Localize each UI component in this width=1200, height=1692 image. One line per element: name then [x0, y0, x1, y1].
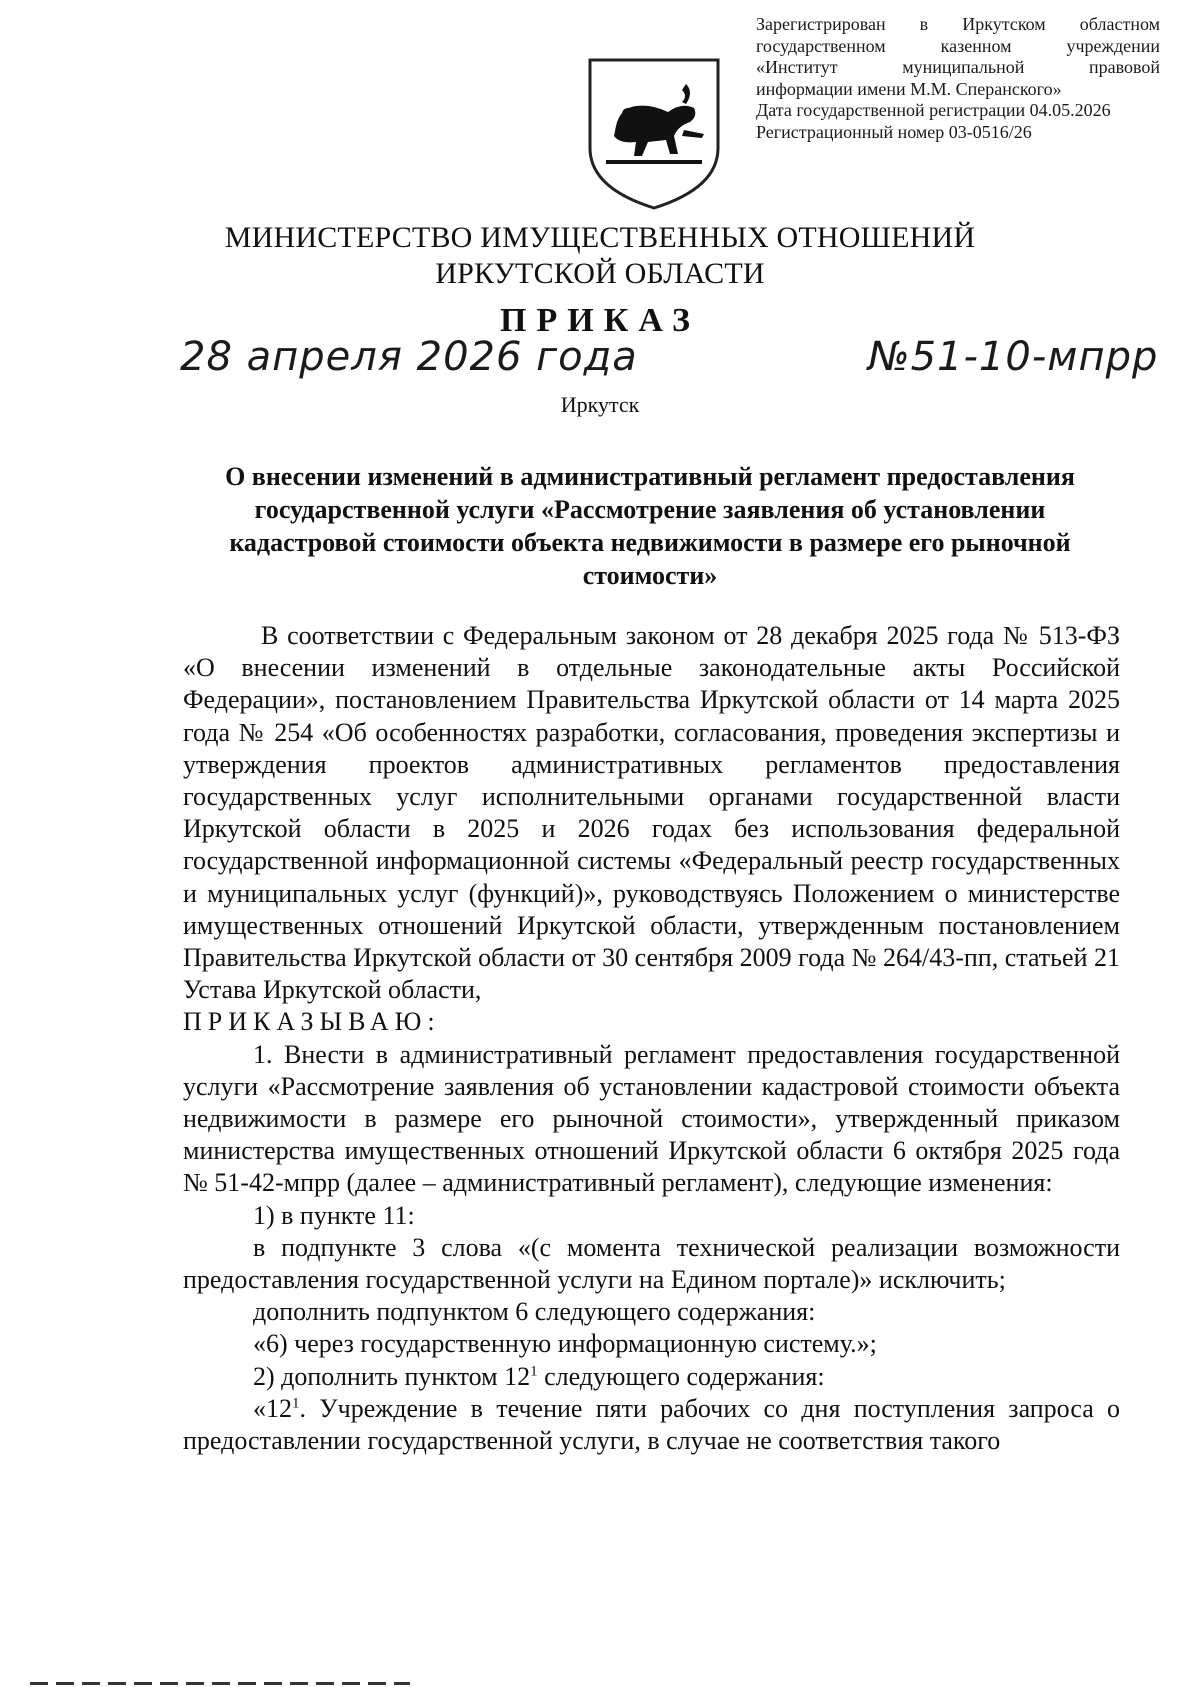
new-point-text-cont: . Учреждение в течение пяти рабочих со дня поступления запроса о предоставлении государственной услуги, в случае не соответствия такого: [183, 1393, 1120, 1456]
city-label: Иркутск: [560, 392, 640, 417]
document-title: О внесении изменений в административный регламент предоставления государственной услуги «Рассмотрение заявления об установлении кадастровой стоимости объекта недвижимости в размере его рыночной стоимости»: [225, 462, 1075, 590]
new-point-text: [183, 1393, 1120, 1457]
registration-stamp: [756, 14, 1160, 143]
ministry-name-line1: МИНИСТЕРСТВО ИМУЩЕСТВЕННЫХ ОТНОШЕНИЙ: [224, 221, 976, 254]
superscript: 1: [530, 1363, 538, 1380]
order-word: ПРИКАЗЫВАЮ:: [183, 1007, 441, 1037]
registration-line: Зарегистрирован в Иркутском областном: [756, 14, 1160, 34]
clause-1: 1. Внести в административный регламент предоставления государственной услуги «Рассмотрение заявления об установлении кадастровой стоимости объекта недвижимости в размере его рыночной стоимости», утвержденный приказом министерства имущественных отношений Иркутской области 6 октября 2025 года № 51-42-мпрр (далее – административный регламент), следующие изменения:: [183, 1039, 1120, 1198]
document-type-heading: ПРИКАЗ: [500, 302, 700, 339]
subclause-1: 1) в пункте 11:: [253, 1200, 415, 1230]
ministry-name-line2: ИРКУТСКОЙ ОБЛАСТИ: [435, 257, 765, 290]
superscript: 1: [292, 1395, 300, 1412]
new-point-text-start: «12: [253, 1393, 292, 1423]
amendment-text: в подпункте 3 слова «(с момента технической реализации возможности предоставления государственной услуги на Едином портале)» исключить;: [183, 1232, 1120, 1295]
subclause-2: [183, 1361, 1120, 1393]
handwritten-date: 28 апреля 2026 года: [180, 334, 638, 380]
registration-number: Регистрационный номер 03-0516/26: [756, 121, 1032, 142]
handwritten-number: №51-10-мпрр: [868, 334, 1159, 380]
registration-line: «Институт муниципальной правовой: [756, 57, 1160, 77]
page-bottom-dashes: [30, 1682, 410, 1685]
subclause-2-text: 2) дополнить пунктом 12: [253, 1361, 531, 1391]
preamble-paragraph: В соответствии с Федеральным законом от 28 декабря 2025 года № 513-ФЗ «О внесении изменений в отдельные законодательные акты Российской Федерации», постановлением Правительства Иркутской области от 14 марта 2025 года № 254 «Об особенностях разработки, согласования, проведения экспертизы и утверждения проектов административных регламентов предоставления государственных услуг исполнительными органами государственной власти Иркутской области в 2025 и 2026 годах без использования федеральной государственной информационной системы «Федеральный реестр государственных и муниципальных услуг (функций)», руководствуясь Положением о министерстве имущественных отношений Иркутской области, утвержденным постановлением Правительства Иркутской области от 30 сентября 2009 года № 264/43-пп, статьей 21 Устава Иркутской области,: [183, 621, 1120, 1005]
ministry-name: [0, 220, 1200, 292]
amendment-text: «6) через государственную информационную систему.»;: [253, 1329, 877, 1359]
document-body: [183, 620, 1120, 1457]
irkutsk-coat-of-arms-icon: [586, 56, 722, 212]
registration-date: Дата государственной регистрации 04.05.2026: [756, 100, 1111, 120]
amendment-text: дополнить подпунктом 6 следующего содержания:: [253, 1297, 816, 1327]
registration-line: информации имени М.М. Сперанского»: [756, 78, 1062, 99]
registration-line: государственном казенном учреждении: [756, 35, 1160, 56]
subclause-2-text-cont: следующего содержания:: [537, 1361, 825, 1391]
